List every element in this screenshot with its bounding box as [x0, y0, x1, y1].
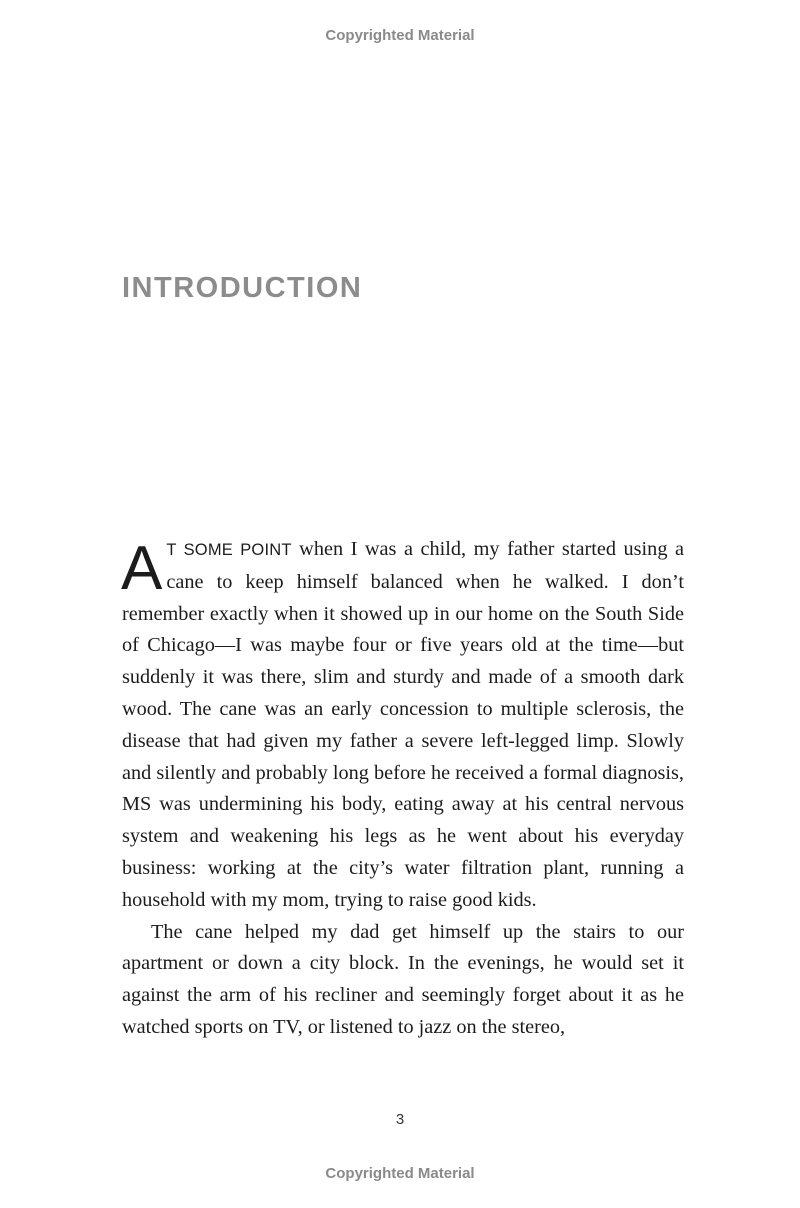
chapter-title: INTRODUCTION [122, 272, 363, 304]
copyright-watermark-top: Copyrighted Material [325, 27, 475, 44]
paragraph-1 [122, 534, 684, 917]
body-text [122, 534, 684, 1044]
drop-cap: A [121, 534, 163, 603]
page-number: 3 [395, 1111, 405, 1128]
paragraph-1-text: when I was a child, my father started using a cane to keep himself balanced when he walked. I don’t remember exactly when it showed up in our home on the South Side of Chicago—I was maybe four or five years old at the time—but suddenly it was there, slim and sturdy and made of a smooth dark wood. The cane was an early concession to multiple sclerosis, the disease that had given my father a severe left-legged limp. Slowly and silently and probably long before he received a formal diagnosis, MS was undermining his body, eating away at his central nervous system and weakening his legs as he went about his everyday business: working at the city’s water filtration plant, running a household with my mom, trying to raise good kids. [122, 538, 684, 911]
copyright-watermark-bottom: Copyrighted Material [325, 1165, 475, 1182]
paragraph-2: The cane helped my dad get himself up the stairs to our apartment or down a city block. In the evenings, he would set it against the arm of his recliner and seemingly forget about it as he watched sports on TV, or listened to jazz on the stereo, [122, 920, 684, 1038]
lead-in-small-caps: T SOME POINT [166, 541, 292, 559]
